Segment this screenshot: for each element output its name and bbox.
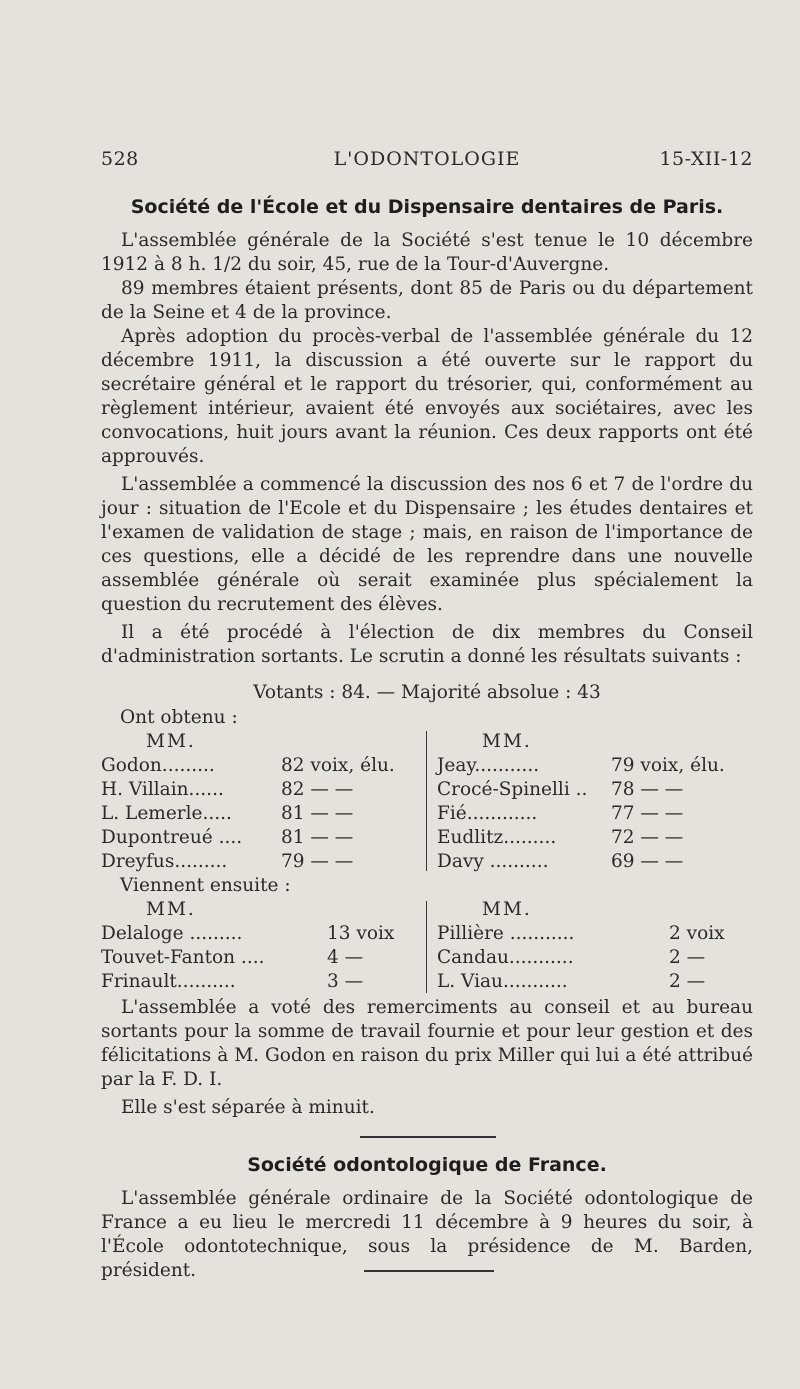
section-title-ecole: Société de l'École et du Dispensaire dentaires de Paris. (130, 196, 724, 218)
member-votes: 3 — (327, 971, 364, 992)
paragraph-separee: Elle s'est séparée à minuit. (121, 1097, 375, 1118)
paragraph-membres: 89 membres étaient présents, dont 85 de Paris ou du département de la Seine et 4 de la province. (101, 278, 753, 323)
column-divider (426, 731, 427, 871)
member-votes: 78 — — (611, 779, 684, 800)
member-votes: 81 — — (281, 827, 354, 848)
member-name: Dreyfus......... (101, 851, 228, 872)
member-name: Davy .......... (437, 851, 549, 872)
member-name: Frinault.......... (101, 971, 236, 992)
list-item (101, 755, 419, 779)
list-item (437, 923, 753, 947)
member-name: Candau........... (437, 947, 574, 968)
list-item (437, 851, 753, 875)
list-item (101, 803, 419, 827)
member-name: Dupontreué .... (101, 827, 243, 848)
member-name: Touvet-Fanton .... (101, 947, 265, 968)
member-votes: 2 voix (669, 923, 725, 944)
elected-right-column (437, 731, 753, 875)
list-item (437, 803, 753, 827)
issue-date: 15-XII-12 (659, 148, 753, 170)
member-name: Eudlitz......... (437, 827, 557, 848)
paragraph-election: Il a été procédé à l'élection de dix membres du Conseil d'administration sortants. Le scrutin a donné les résultats suivants : (101, 622, 753, 667)
list-item (101, 851, 419, 875)
section-divider (360, 1136, 496, 1138)
others-right-column (437, 899, 753, 995)
running-header (101, 148, 753, 178)
list-item (437, 779, 753, 803)
member-name: H. Villain...... (101, 779, 224, 800)
member-votes: 2 — (669, 947, 706, 968)
journal-title: L'ODONTOLOGIE (333, 148, 521, 170)
member-votes: 79 voix, élu. (611, 755, 725, 776)
list-item (101, 779, 419, 803)
member-name: L. Lemerle..... (101, 803, 232, 824)
member-votes: 77 — — (611, 803, 684, 824)
member-name: Jeay........... (437, 755, 540, 776)
mm-label: MM. (482, 899, 532, 920)
member-votes: 81 — — (281, 803, 354, 824)
viennent-ensuite-label: Viennent ensuite : (120, 875, 291, 896)
member-votes: 82 — — (281, 779, 354, 800)
mm-label: MM. (146, 899, 196, 920)
paragraph-remerciments: L'assemblée a voté des remerciments au conseil et au bureau sortants pour la somme de travail fournie et pour leur gestion et des félicitations à M. Godon en raison du prix Miller qui lui a été attribué par la F. D. I. (101, 997, 753, 1090)
member-votes: 69 — — (611, 851, 684, 872)
votants-line: Votants : 84. — Majorité absolue : 43 (253, 682, 601, 703)
list-item (437, 755, 753, 779)
member-votes: 72 — — (611, 827, 684, 848)
end-divider (364, 1270, 494, 1272)
member-name: Delaloge ......... (101, 923, 243, 944)
section-title-odontologique: Société odontologique de France. (247, 1154, 607, 1176)
elected-left-column (101, 731, 419, 875)
member-votes: 13 voix (327, 923, 395, 944)
mm-label: MM. (146, 731, 196, 752)
member-name: Godon......... (101, 755, 215, 776)
member-name: Fié............ (437, 803, 538, 824)
list-item (101, 923, 419, 947)
list-item (437, 827, 753, 851)
paragraph-assemblee: L'assemblée générale de la Société s'est tenue le 10 décembre 1912 à 8 h. 1/2 du soir, 45, rue de la Tour-d'Auvergne. (101, 230, 753, 275)
column-divider (426, 901, 427, 993)
member-name: Crocé-Spinelli .. (437, 779, 588, 800)
page-number: 528 (101, 148, 139, 170)
mm-label: MM. (482, 731, 532, 752)
member-name: L. Viau........... (437, 971, 568, 992)
list-item (101, 827, 419, 851)
list-item (437, 971, 753, 995)
list-item (101, 947, 419, 971)
list-item (437, 947, 753, 971)
list-item (101, 971, 419, 995)
member-votes: 4 — (327, 947, 364, 968)
paragraph-proces-verbal: Après adoption du procès-verbal de l'assemblée générale du 12 décembre 1911, la discussion a été ouverte sur le rapport du secrétaire général et le rapport du trésorier, qui, conformément au règlement intérieur, avaient été envoyés aux sociétaires, avec les convocations, huit jours avant la réunion. Ces deux rapports ont été approuvés. (101, 326, 753, 467)
paragraph-discussion: L'assemblée a commencé la discussion des nos 6 et 7 de l'ordre du jour : situation de l'Ecole et du Dispensaire ; les études dentaires et l'examen de validation de stage ; mais, en raison de l'importance de ces questions, elle a décidé de les reprendre dans une nouvelle assemblée générale où serait examinée plus spécialement la question du recrutement des élèves. (101, 474, 753, 615)
member-votes: 82 voix, élu. (281, 755, 395, 776)
others-left-column (101, 899, 419, 995)
member-votes: 79 — — (281, 851, 354, 872)
member-name: Pillière ........... (437, 923, 575, 944)
ont-obtenu-label: Ont obtenu : (120, 707, 238, 728)
member-votes: 2 — (669, 971, 706, 992)
paragraph-odontologique: L'assemblée générale ordinaire de la Société odontologique de France a eu lieu le mercredi 11 décembre à 9 heures du soir, à l'École odontotechnique, sous la présidence de M. Barden, président. (101, 1188, 753, 1281)
